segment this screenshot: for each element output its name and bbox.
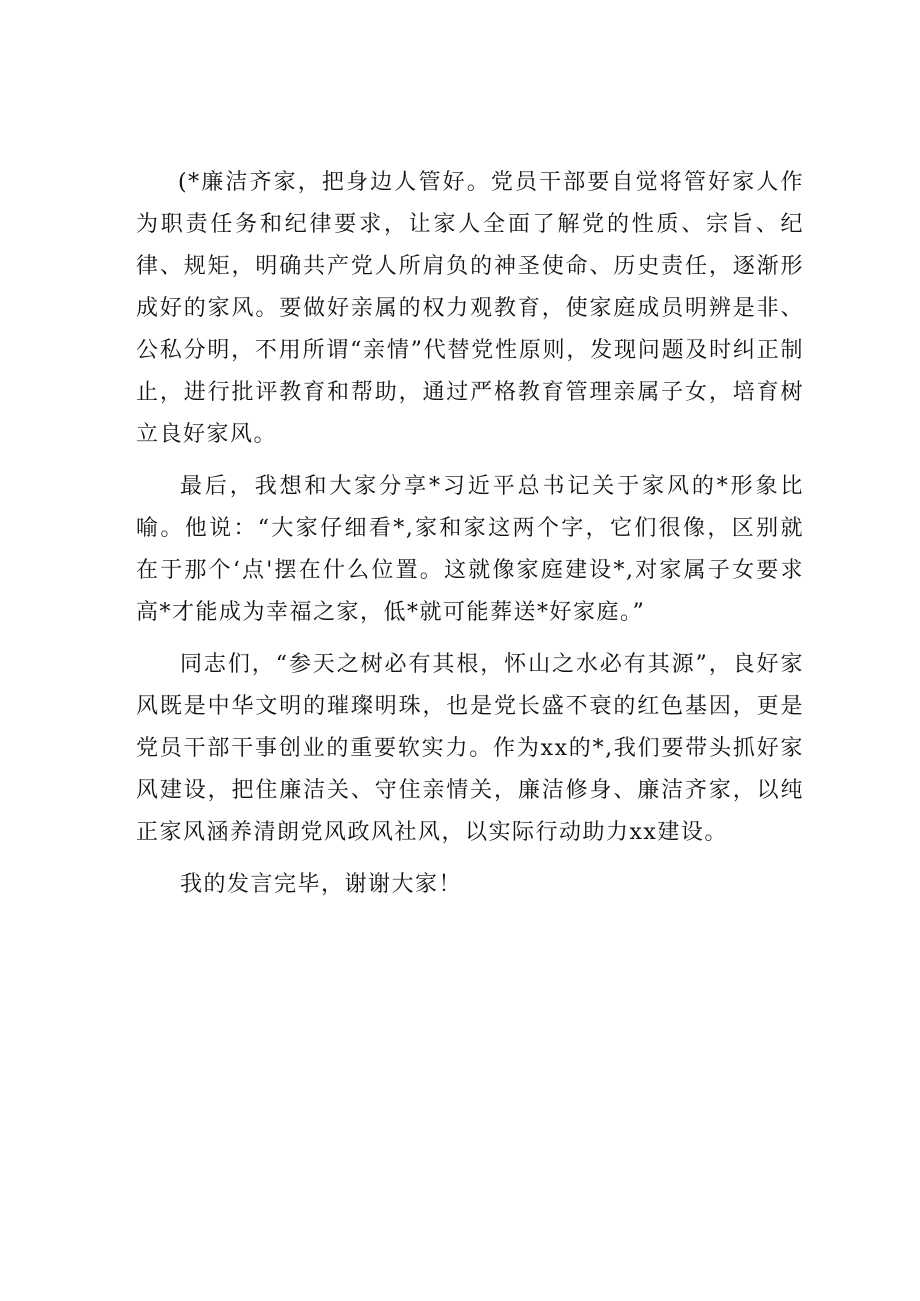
document-body <box>136 162 804 916</box>
paragraph-closing-thanks: 我的发言完毕，谢谢大家！ <box>180 872 463 897</box>
paragraph-clean-family: (*廉洁齐家，把身边人管好。党员干部要自觉将管好家人作为职责任务和纪律要求，让家人全面了解党的性质、宗旨、纪律、规矩，明确共产党人所肩负的神圣使命、历史责任，逐渐形成好的家风。要做好亲属的权力观教育，使家庭成员明辨是非、公私分明，不用所谓“亲情”代替党性原则，发现问题及时纠正制止，进行批评教育和帮助，通过严格教育管理亲属子女，培育树立良好家风。 <box>136 170 804 447</box>
paragraph-family-metaphor: 最后，我想和大家分享*习近平总书记关于家风的*形象比喻。他说：“大家仔细看*,家和家这两个字，它们很像，区别就在于那个‘点'摆在什么位置。这就像家庭建设*,对家属子女要求高*才能成为幸福之家，低*就可能葬送*好家庭。” <box>136 474 804 625</box>
paragraph-comrades-conclusion: 同志们，“参天之树必有其根，怀山之水必有其源”，良好家风既是中华文明的璀璨明珠，也是党长盛不衰的红色基因，更是党员干部干事创业的重要软实力。作为xx的*,我们要带头抓好家风建设，把住廉洁关、守住亲情关，廉洁修身、廉洁齐家，以纯正家风涵养清朗党风政风社风，以实际行动助力xx建设。 <box>136 652 804 845</box>
